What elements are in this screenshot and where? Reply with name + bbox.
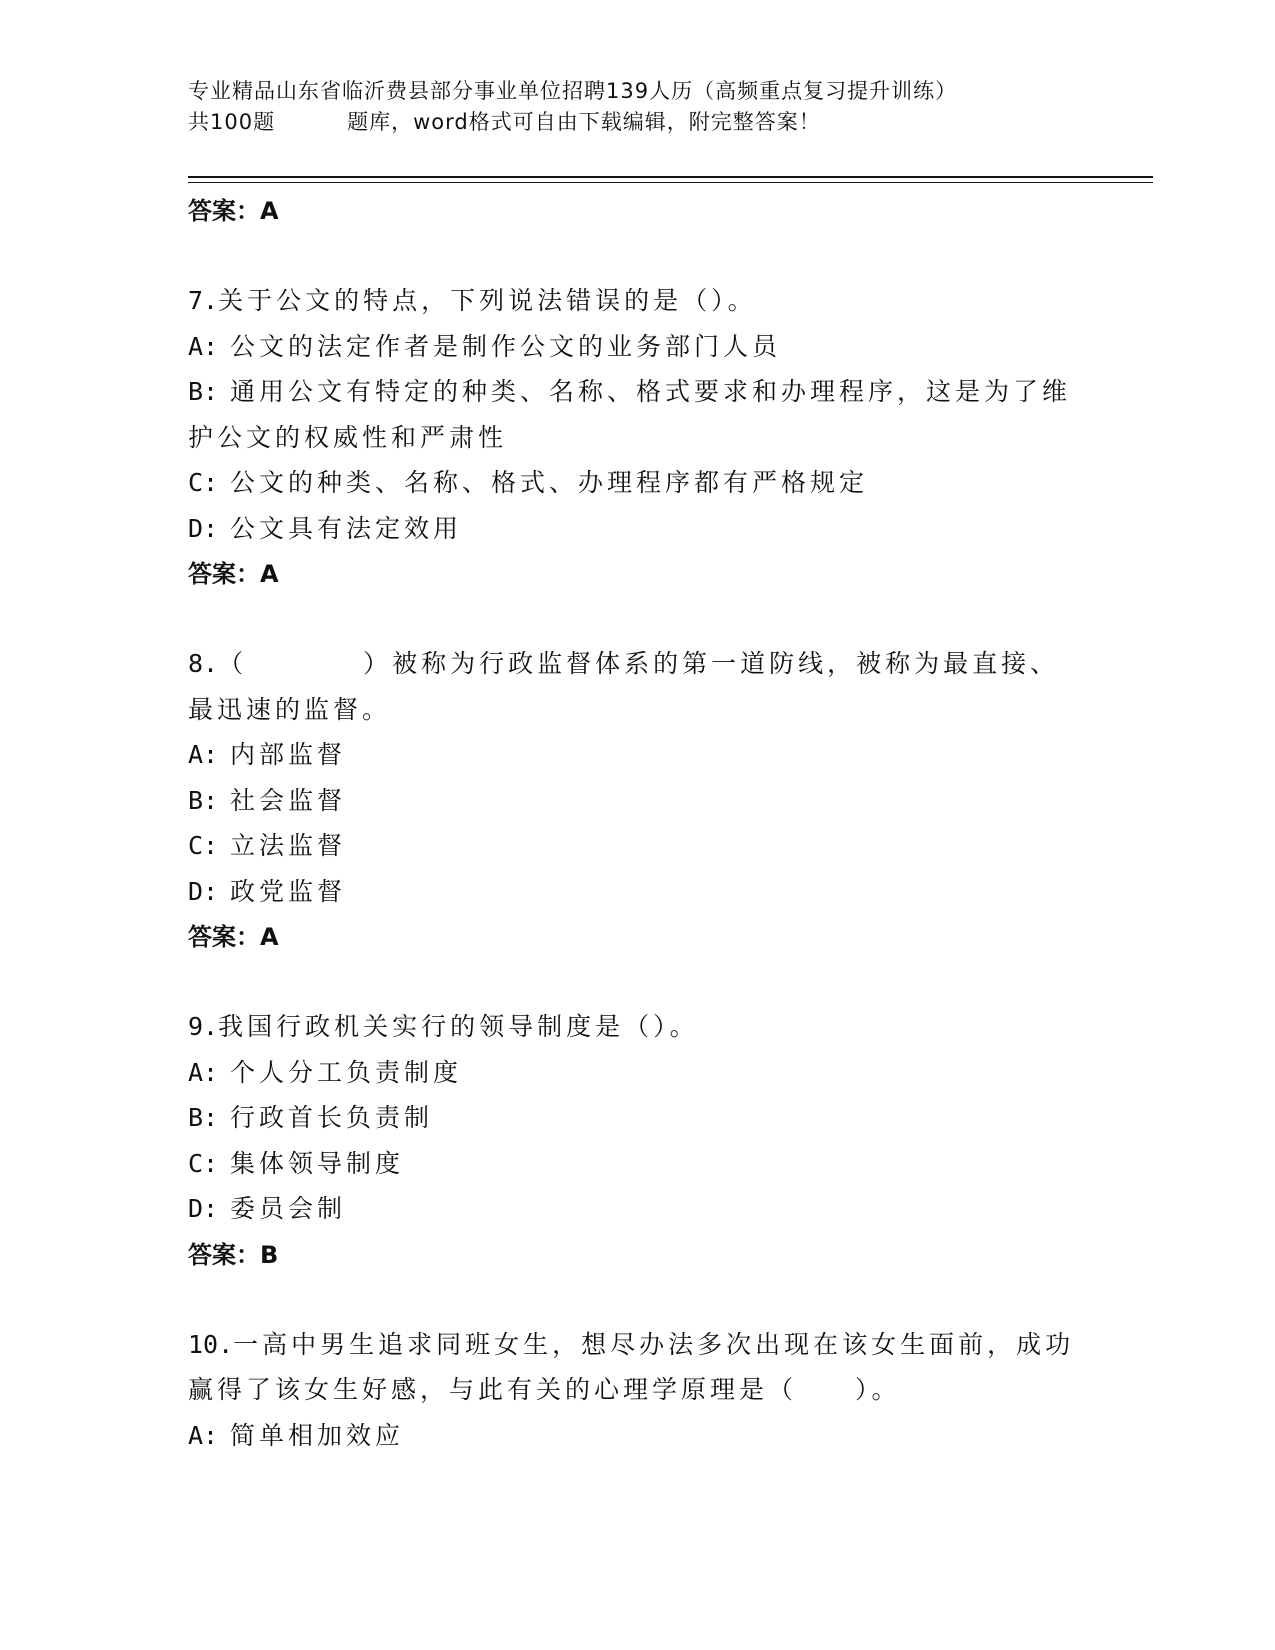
question-7 xyxy=(188,278,1088,597)
header-title-line: 专业精品山东省临沂费县部分事业单位招聘139人历（高频重点复习提升训练） xyxy=(188,79,958,103)
question-number: 10. xyxy=(188,1329,234,1359)
option-letter: A: xyxy=(188,1420,219,1450)
option-c xyxy=(188,1141,1088,1187)
option-letter: B: xyxy=(188,785,219,815)
option-text: 公文的法定作者是制作公文的业务部门人员 xyxy=(230,331,782,361)
question-text: 关于公文的特点，下列说法错误的是（）。 xyxy=(218,286,757,315)
question-stem xyxy=(188,641,1088,732)
option-letter: A: xyxy=(188,740,219,769)
question-8 xyxy=(188,641,1088,960)
answer-line: 答案：A xyxy=(188,560,279,588)
option-text: 公文具有法定效用 xyxy=(230,513,463,543)
answer-line: 答案：A xyxy=(188,197,279,225)
header-question-count: 共100题 xyxy=(188,110,276,134)
option-text: 简单相加效应 xyxy=(230,1420,405,1450)
option-text: 集体领导制度 xyxy=(230,1148,405,1178)
answer-line: 答案：B xyxy=(188,1240,279,1269)
question-text: 一高中男生追求同班女生，想尽办法多次出现在该女生面前，成功 赢得了该女生好感，与此有关的心理学原理是（ ）。 xyxy=(188,1329,1075,1404)
option-c xyxy=(188,460,1088,506)
option-letter: C: xyxy=(188,468,219,497)
option-c xyxy=(188,823,1088,869)
option-d xyxy=(188,869,1088,915)
answer-line: 答案：A xyxy=(188,923,279,951)
option-a xyxy=(188,1050,1088,1096)
option-text: 公文的种类、名称、格式、办理程序都有严格规定 xyxy=(230,468,869,497)
option-letter: D: xyxy=(188,876,219,906)
option-text: 委员会制 xyxy=(230,1194,347,1223)
option-text: 通用公文有特定的种类、名称、格式要求和办理程序，这是为了维 护公文的权威性和严肃性 xyxy=(188,377,1072,452)
option-letter: A: xyxy=(188,331,219,361)
option-text: 立法监督 xyxy=(230,831,347,860)
question-stem xyxy=(188,278,1088,324)
option-text: 内部监督 xyxy=(230,740,347,769)
option-b xyxy=(188,778,1088,824)
header-description: 题库，word格式可自由下载编辑，附完整答案！ xyxy=(347,110,821,134)
header-divider-thick xyxy=(188,176,1153,178)
option-letter: D: xyxy=(188,513,219,543)
option-text: 个人分工负责制度 xyxy=(230,1057,463,1087)
option-text: 社会监督 xyxy=(230,785,347,815)
question-number: 9. xyxy=(188,1012,219,1041)
question-text: （ ）被称为行政监督体系的第一道防线，被称为最直接、 最迅速的监督。 xyxy=(188,649,1060,724)
document-header xyxy=(188,76,1088,138)
option-letter: C: xyxy=(188,831,219,860)
option-a xyxy=(188,324,1088,370)
question-list xyxy=(188,188,1088,1458)
header-divider-thin xyxy=(188,182,1153,183)
option-letter: B: xyxy=(188,377,219,406)
question-text: 我国行政机关实行的领导制度是（）。 xyxy=(218,1012,699,1041)
question-10 xyxy=(188,1322,1088,1459)
option-letter: A: xyxy=(188,1057,219,1087)
option-d xyxy=(188,1186,1088,1232)
option-text: 政党监督 xyxy=(230,876,347,906)
question-stem xyxy=(188,1004,1088,1050)
option-letter: B: xyxy=(188,1103,219,1132)
option-letter: C: xyxy=(188,1148,219,1178)
question-number: 8. xyxy=(188,649,219,678)
option-d xyxy=(188,506,1088,552)
option-a xyxy=(188,732,1088,778)
header-subtitle-line xyxy=(188,107,1088,138)
option-text: 行政首长负责制 xyxy=(230,1103,434,1132)
option-b xyxy=(188,369,1088,460)
option-b xyxy=(188,1095,1088,1141)
option-a xyxy=(188,1413,1088,1459)
question-number: 7. xyxy=(188,286,219,315)
question-9 xyxy=(188,1004,1088,1278)
question-stem xyxy=(188,1322,1088,1413)
option-letter: D: xyxy=(188,1194,219,1223)
